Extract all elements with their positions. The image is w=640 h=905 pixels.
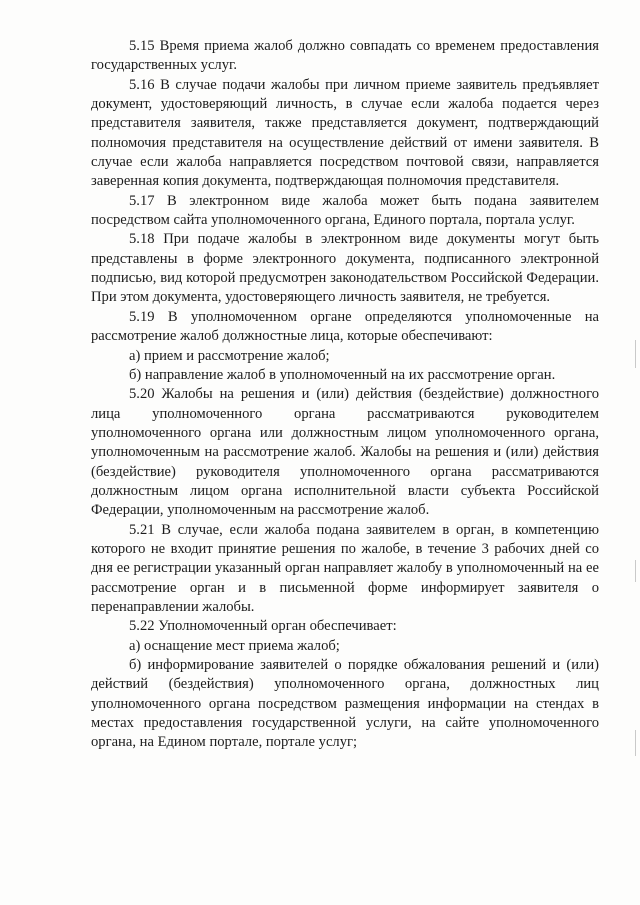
- scan-edge-mark: [635, 730, 636, 756]
- paragraph-5-21: 5.21 В случае, если жалоба подана заявителем в орган, в компетенцию которого не входит принятие решения по жалобе, в течение 3 рабочих дней со дня ее регистрации указанный орган направляет жалобу в уполномоченный на ее рассмотрение орган и в письменной форме информирует заявителя о перенаправлении жалобы.: [91, 521, 599, 615]
- paragraph-5-15: 5.15 Время приема жалоб должно совпадать со временем предоставления государственных услуг.: [91, 38, 599, 74]
- paragraph-5-18: 5.18 При подаче жалобы в электронном виде документы могут быть представлены в форме электронного документа, подписанного электронной подписью, вид которой предусмотрен законодательством Российской Федерации. При этом документа, удостоверяющего личность заявителя, не требуется.: [91, 231, 599, 306]
- list-item-5-22-a: а) оснащение мест приема жалоб;: [129, 637, 340, 654]
- paragraph-5-17: 5.17 В электронном виде жалоба может быть подана заявителем посредством сайта уполномоченного органа, Единого портала, портала услуг.: [91, 192, 599, 229]
- list-item-5-22-b: б) информирование заявителей о порядке обжалования решений и (или) действий (бездействия) уполномоченного органа, должностных лиц уполномоченного органа посредством размещения информации на стендах в местах предоставления государственной услуги, на сайте уполномоченного органа, на Едином портале, портале услуг;: [91, 657, 599, 751]
- list-item-5-19-b: б) направление жалоб в уполномоченный на их рассмотрение орган.: [129, 366, 556, 383]
- list-item-5-19-a: а) прием и рассмотрение жалоб;: [129, 347, 330, 364]
- paragraph-5-20: 5.20 Жалобы на решения и (или) действия (бездействие) должностного лица уполномоченного органа рассматриваются руководителем уполномоченного органа или должностным лицом уполномоченного органа, уполномоченным на рассмотрение жалоб. Жалобы на решения и (или) действия (бездействие) руководителя уполномоченного органа рассматриваются должностным лицом органа исполнительной власти субъекта Российской Федерации, уполномоченным на рассмотрение жалоб.: [91, 386, 599, 519]
- document-body: [91, 37, 599, 753]
- paragraph-5-22: 5.22 Уполномоченный орган обеспечивает:: [129, 618, 397, 635]
- scan-edge-mark: [635, 340, 636, 368]
- paragraph-5-16: 5.16 В случае подачи жалобы при личном приеме заявитель предъявляет документ, удостоверяющий личность, в случае если жалоба подается через представителя заявителя, также представляется документ, подтверждающий полномочия представителя на осуществление действий от имени заявителя. В случае если жалоба направляется посредством почтовой связи, направляется заверенная копия документа, подтверждающая полномочия представителя.: [91, 76, 599, 190]
- scan-edge-mark: [635, 560, 636, 582]
- paragraph-5-19: 5.19 В уполномоченном органе определяются уполномоченные на рассмотрение жалоб должностные лица, которые обеспечивают:: [91, 308, 599, 345]
